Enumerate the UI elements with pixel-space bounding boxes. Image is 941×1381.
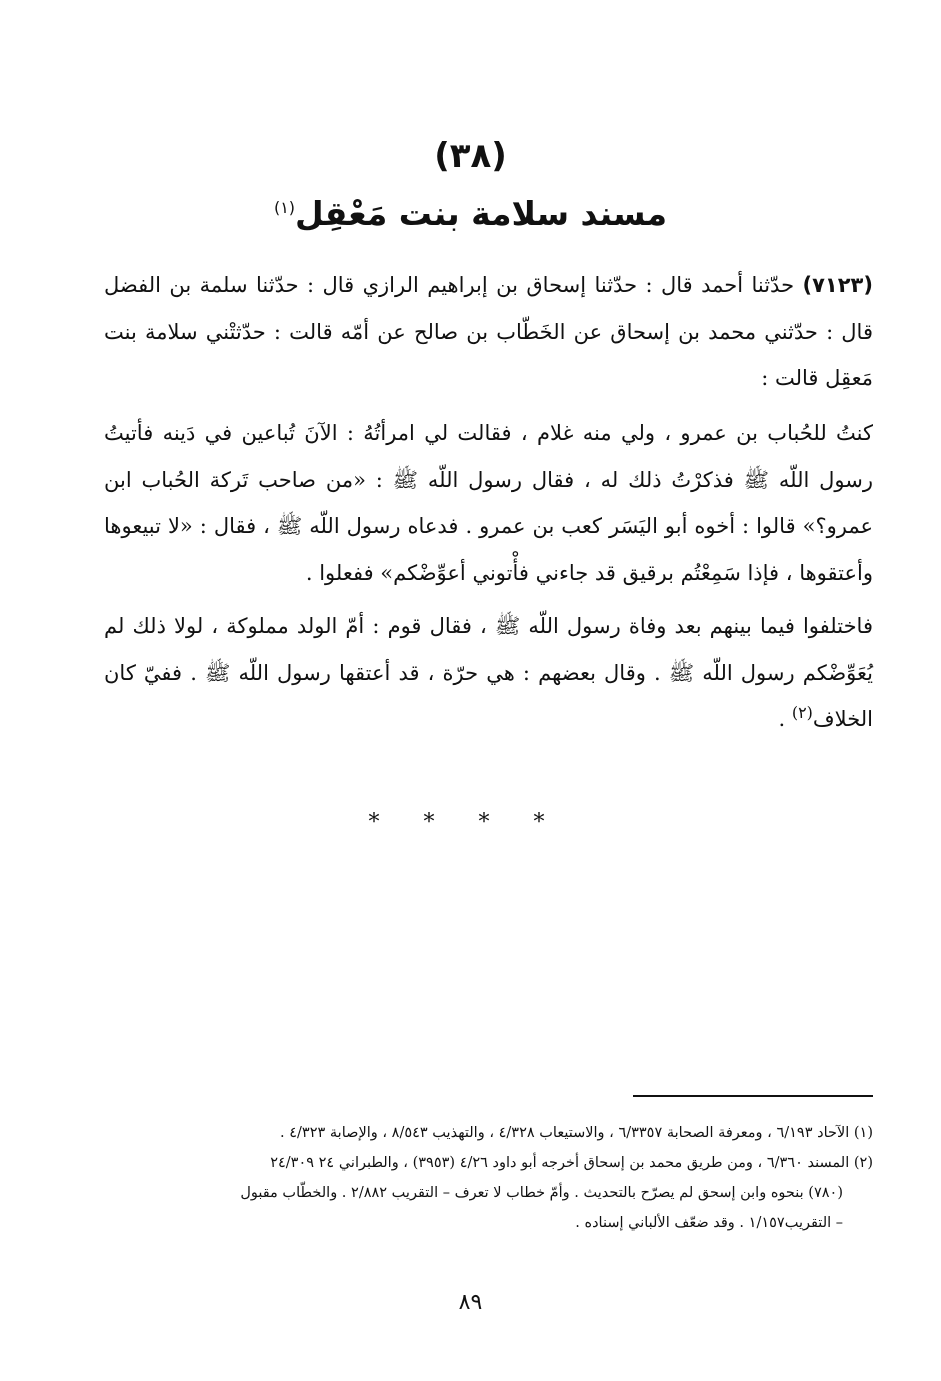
hadith-matn-paragraph: كنتُ للحُباب بن عمرو ، ولي منه غلام ، فقالت لي امرأتُهُ : الآنَ تُباعين في دَينه فأتيتُ رسول اللّه ﷺ فذكرْتُ ذلك له ، فقال رسول اللّه ﷺ : «من صاحب تَركة الحُباب ابن عمرو؟» قالوا : أخوه أبو اليَسَر كعب بن عمرو . فدعاه رسول اللّه ﷺ ، فقال : «لا تبيعوها وأعتقوها ، فإذا سَمِعْتُم برقيق قد جاءني فأْتوني أعوِّضْكم» ففعلوا . [104, 421, 873, 585]
chapter-title-text: مسند سلامة بنت مَعْقِل [295, 194, 668, 233]
chapter-title [0, 188, 941, 240]
asterisk: * [478, 810, 518, 835]
footnote-2-line-1: (٢) المسند ٦/٣٦٠ ، ومن طريق محمد بن إسحاق أخرجه أبو داود ٤/٢٦ (٣٩٥٣) ، والطبراني ٢٤ ٢٤/٣٠٩ [270, 1155, 873, 1171]
hadith-conclusion-paragraph [104, 603, 873, 743]
conclusion-end: . [778, 707, 792, 731]
footnote-2-line-3: – التقريب١/١٥٧ . وقد ضعّف الألباني إسناده . [575, 1215, 843, 1231]
conclusion-text: فاختلفوا فيما بينهم بعد وفاة رسول اللّه ﷺ ، فقال قوم : أمّ الولد مملوكة ، لولا ذلك لم يُعَوِّضْكم رسول اللّه ﷺ . وقال بعضهم : هي حرّة ، قد أعتقها رسول اللّه ﷺ . ففيّ كان الخلاف [104, 614, 873, 731]
footnote-1: (١) الآحاد ٦/١٩٣ ، ومعرفة الصحابة ٦/٣٣٥٧ ، والاستيعاب ٤/٣٢٨ ، والتهذيب ٨/٥٤٣ ، والإصابة ٤/٣٢٣ . [280, 1125, 873, 1141]
title-footnote-ref: (١) [273, 198, 296, 217]
isnad-text: حدّثنا أحمد قال : حدّثنا إسحاق بن إبراهيم الرازي قال : حدّثنا سلمة بن الفضل قال : حدّثني محمد بن إسحاق عن الخَطّاب بن صالح عن أمّه قالت : حدّثتْني سلامة بنت مَعقِل قالت : [104, 273, 873, 390]
footnote-divider [633, 1095, 873, 1097]
footnote-ref-2: (٢) [791, 703, 813, 722]
hadith-isnad-paragraph [104, 262, 873, 402]
section-separator [0, 810, 941, 835]
page-number: ٨٩ [458, 1290, 483, 1315]
asterisk: * [533, 810, 573, 835]
footnote-2-line-2: (٧٨٠) بنحوه وابن إسحق لم يصرّح بالتحديث . وأمّ خطاب لا تعرف – التقريب ٢/٨٨٢ . والخطّاب مقبول [240, 1185, 843, 1201]
chapter-number: (٣٨) [434, 136, 507, 176]
hadith-number: (٧١٢٣) [802, 273, 873, 297]
footnotes [104, 1118, 873, 1238]
asterisk: * [423, 810, 463, 835]
asterisk: * [368, 810, 408, 835]
